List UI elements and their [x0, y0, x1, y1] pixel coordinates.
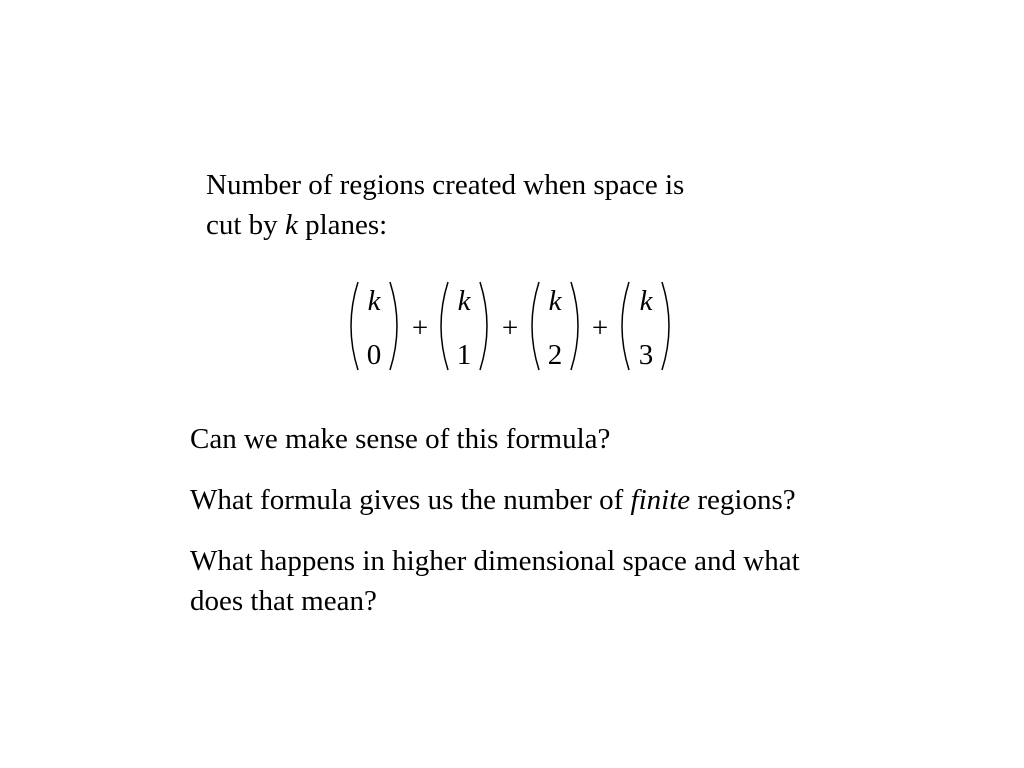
binomial-top-1: k — [457, 285, 471, 317]
left-paren — [532, 282, 539, 370]
left-paren — [441, 282, 448, 370]
plus-sign-2: + — [501, 312, 519, 344]
question-3-line-1: What happens in higher dimensional space and what — [190, 545, 800, 577]
binomial-bottom-0: 0 — [366, 339, 382, 371]
right-paren — [390, 282, 397, 370]
questions-list — [190, 419, 950, 642]
intro-text — [206, 165, 806, 245]
question-3-line-2: does that mean? — [190, 585, 377, 617]
intro-line-2 — [206, 205, 806, 245]
right-paren — [480, 282, 487, 370]
question-2-emphasis: finite — [630, 484, 691, 516]
left-paren — [351, 282, 358, 370]
binomial-top-2: k — [548, 285, 562, 317]
intro-line-2-suffix: planes: — [297, 209, 388, 241]
question-3 — [190, 541, 950, 621]
left-paren — [622, 282, 629, 370]
question-1: Can we make sense of this formula? — [190, 423, 611, 455]
right-paren — [662, 282, 669, 370]
intro-line-1: Number of regions created when space is — [206, 169, 685, 201]
plus-sign-3: + — [591, 312, 609, 344]
plus-sign-1: + — [411, 312, 429, 344]
question-2-prefix: What formula gives us the number of — [190, 484, 631, 516]
right-paren — [571, 282, 578, 370]
binomial-top-3: k — [639, 285, 653, 317]
binomial-top-0: k — [367, 285, 381, 317]
intro-line-2-prefix: cut by — [206, 209, 285, 241]
binomial-bottom-2: 2 — [547, 339, 563, 371]
binomial-sum-formula — [340, 278, 680, 376]
binomial-bottom-1: 1 — [456, 339, 472, 371]
question-2 — [190, 480, 950, 520]
binomial-bottom-3: 3 — [638, 339, 654, 371]
intro-variable-k: k — [284, 209, 298, 241]
question-2-suffix: regions? — [690, 484, 796, 516]
formula-canvas — [340, 278, 680, 376]
